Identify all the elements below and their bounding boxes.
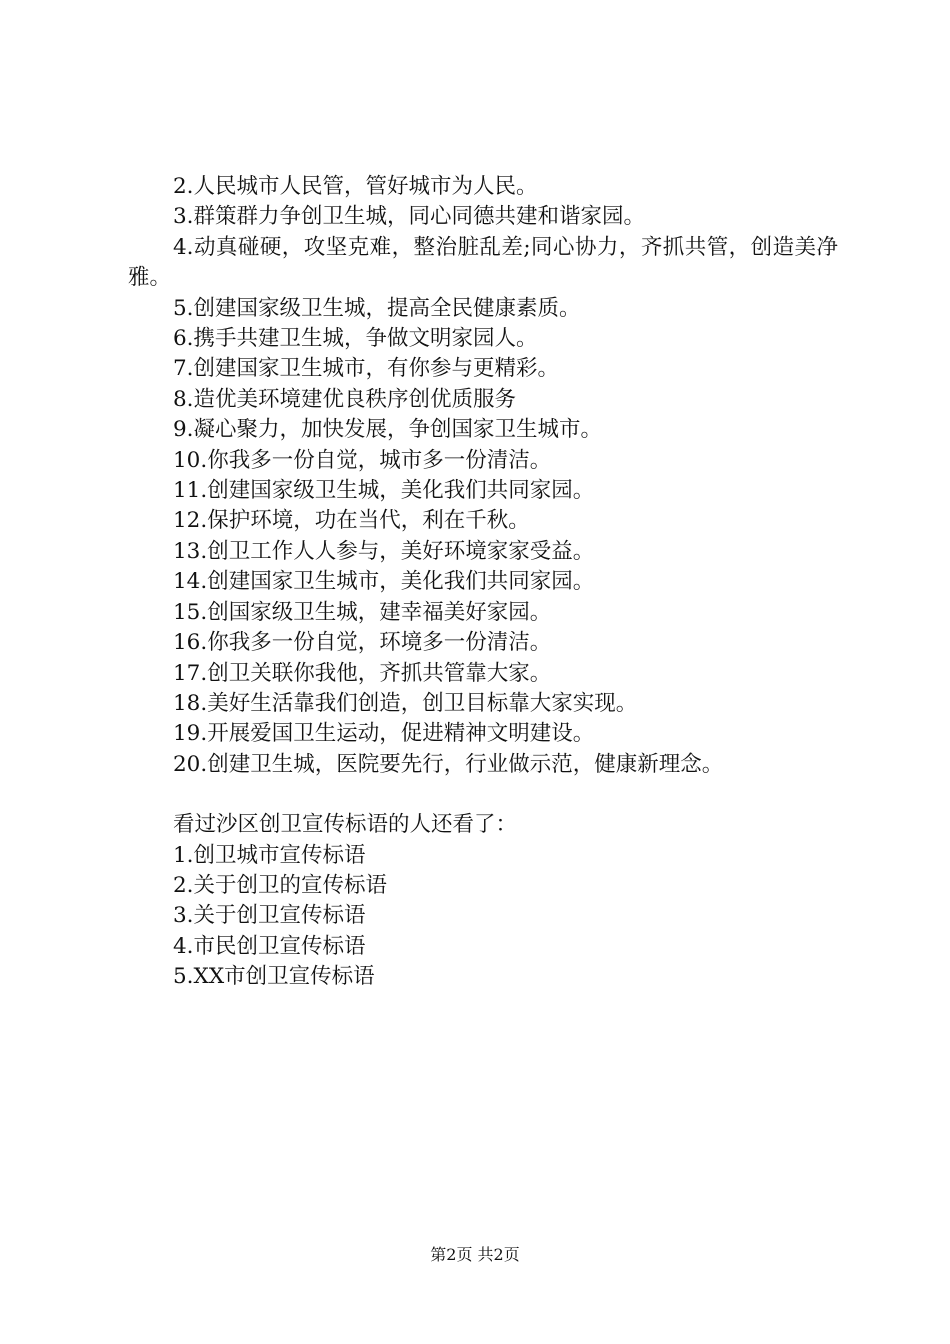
slogan-item: 11.创建国家级卫生城，美化我们共同家园。 [173, 478, 595, 504]
slogan-item: 9.凝心聚力，加快发展，争创国家卫生城市。 [173, 417, 603, 443]
slogan-item: 7.创建国家卫生城市，有你参与更精彩。 [173, 356, 560, 382]
related-heading: 看过沙区创卫宣传标语的人还看了： [173, 812, 518, 838]
slogan-item: 3.群策群力争创卫生城，同心同德共建和谐家园。 [173, 204, 646, 230]
slogan-item: 6.携手共建卫生城，争做文明家园人。 [173, 326, 538, 352]
slogan-item: 19.开展爱国卫生运动，促进精神文明建设。 [173, 721, 595, 747]
slogan-item: 5.创建国家级卫生城，提高全民健康素质。 [173, 295, 581, 321]
slogan-item: 14.创建国家卫生城市，美化我们共同家园。 [173, 569, 595, 595]
slogan-item: 16.你我多一份自觉，环境多一份清洁。 [173, 630, 552, 656]
section-gap [128, 780, 838, 810]
slogan-item: 4.动真碰硬，攻坚克难，整治脏乱差;同心协力，齐抓共管，创造美净雅。 [128, 234, 838, 291]
slogan-item: 18.美好生活靠我们创造，创卫目标靠大家实现。 [173, 690, 638, 716]
slogan-item: 13.创卫工作人人参与，美好环境家家受益。 [173, 538, 595, 564]
document-body [128, 172, 838, 993]
page-number: 第2页 共2页 [430, 1245, 520, 1264]
slogan-item: 12.保护环境，功在当代，利在千秋。 [173, 508, 530, 534]
slogan-item: 20.创建卫生城，医院要先行，行业做示范，健康新理念。 [173, 751, 724, 777]
related-link[interactable]: 2.关于创卫的宣传标语 [173, 872, 388, 898]
slogan-item: 17.创卫关联你我他，齐抓共管靠大家。 [173, 660, 552, 686]
slogan-item: 2.人民城市人民管，管好城市为人民。 [173, 174, 538, 199]
page-footer [0, 1245, 950, 1265]
related-link[interactable]: 1.创卫城市宣传标语 [173, 842, 366, 868]
slogan-item: 8.造优美环境建优良秩序创优质服务 [173, 386, 517, 412]
slogan-item: 15.创国家级卫生城，建幸福美好家园。 [173, 599, 552, 625]
related-link[interactable]: 5.XX市创卫宣传标语 [173, 964, 375, 990]
related-link[interactable]: 4.市民创卫宣传标语 [173, 933, 366, 959]
slogan-item: 10.你我多一份自觉，城市多一份清洁。 [173, 447, 552, 473]
related-link[interactable]: 3.关于创卫宣传标语 [173, 903, 366, 929]
